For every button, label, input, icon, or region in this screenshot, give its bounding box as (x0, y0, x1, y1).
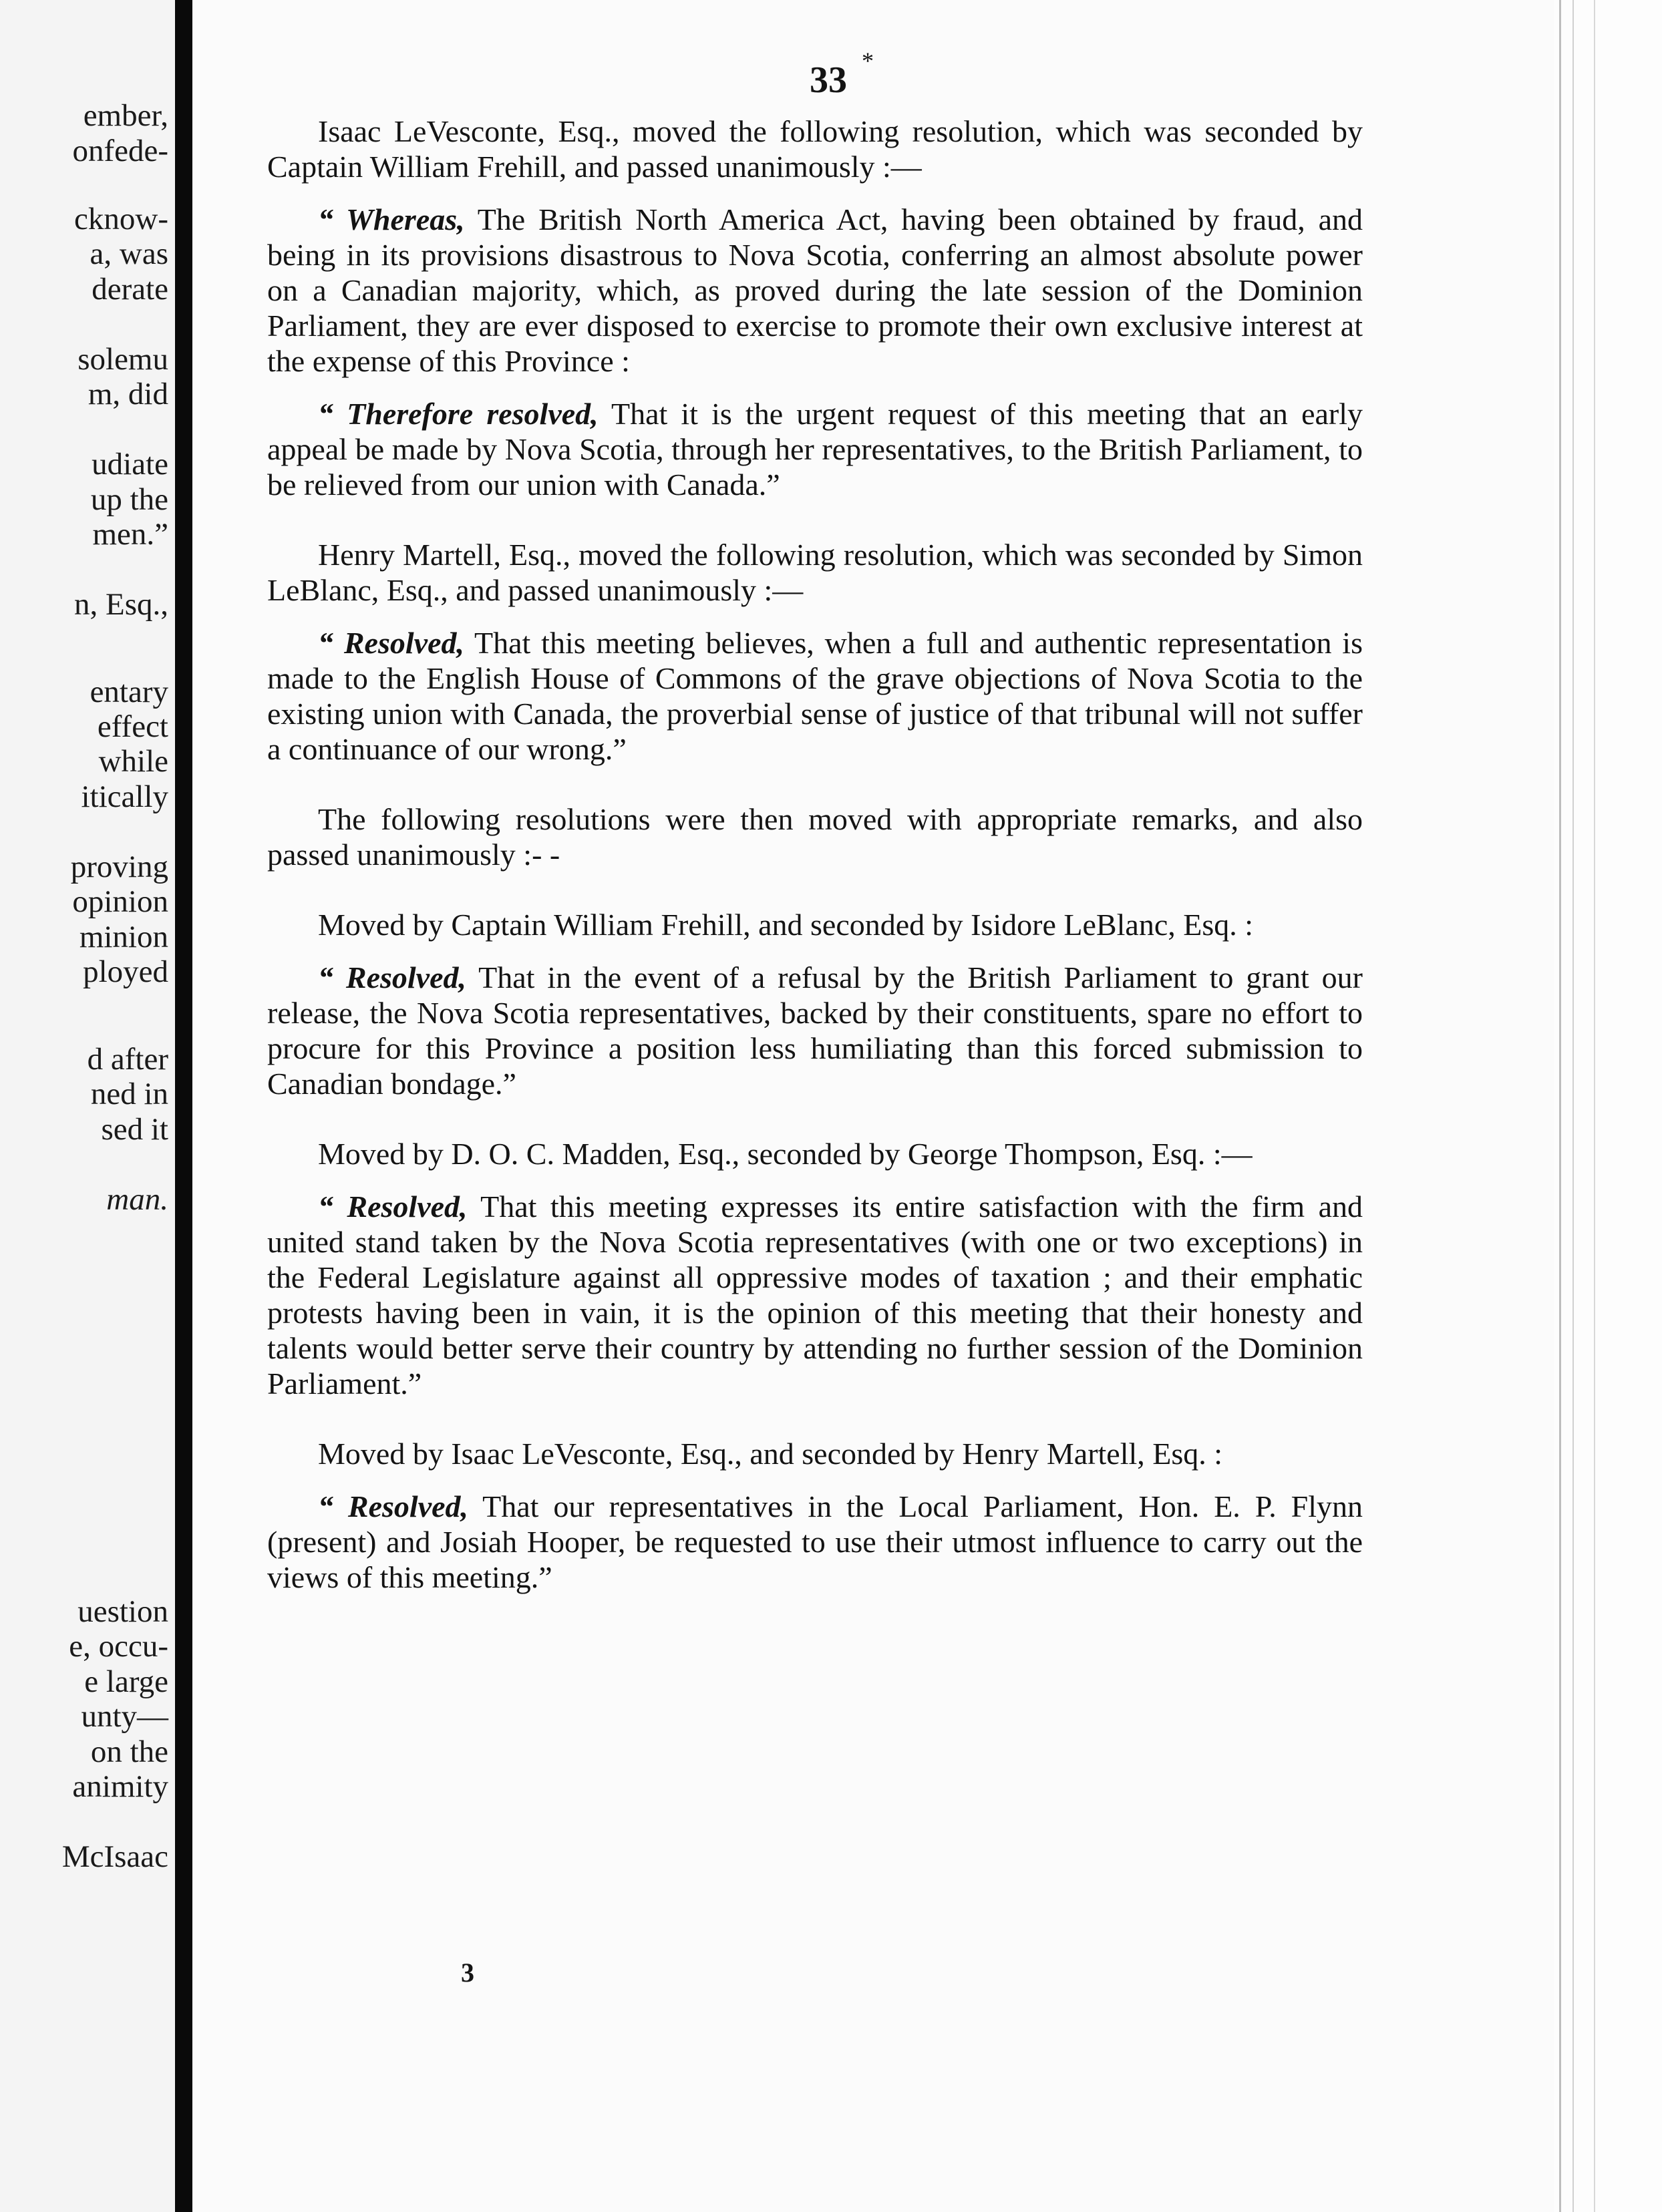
resolution-paragraph (267, 202, 1363, 379)
left-page-line: while (98, 744, 168, 779)
left-page-line: entary (90, 675, 168, 709)
paragraph-text: Moved by Captain William Frehill, and seconded by Isidore LeBlanc, Esq. : (318, 908, 1254, 942)
left-page-line: a, was (90, 236, 168, 271)
left-page-line: animity (72, 1769, 168, 1804)
left-page-line: effect (97, 709, 168, 744)
resolution-lead: “ Therefore resolved, (318, 397, 599, 431)
left-page-line: ember, (83, 98, 168, 133)
left-page-line: e, occu- (69, 1629, 168, 1664)
left-page-line: proving (70, 850, 168, 884)
resolution-lead: “ Resolved, (318, 626, 464, 660)
resolution-paragraph (267, 625, 1363, 767)
resolution-lead: “ Resolved, (318, 1189, 468, 1224)
left-page-line: on the (90, 1734, 168, 1769)
left-page-line: cknow- (74, 202, 168, 236)
paragraph-text: That in the event of a refusal by the British Parliament to grant our release, the Nova Scotia representatives, backed by their constituents, spare no effort to procure for this Province a position less humiliating than this forced submission to Canadian bondage.” (267, 960, 1363, 1101)
resolution-paragraph (267, 960, 1363, 1101)
paragraph (267, 1136, 1363, 1171)
paragraph-text: That this meeting expresses its entire satisfaction with the firm and united stand taken by the Nova Scotia representatives (with one or two exceptions) in the Federal Legislature against all oppressive modes of taxation ; and their emphatic protests having been in vain, it is the opinion of this meeting that their honesty and talents would better serve their country by attending no further session of the Dominion Parliament.” (267, 1189, 1363, 1401)
left-page-line: itically (81, 779, 168, 814)
right-page-edge (1554, 0, 1662, 2212)
left-page-line: derate (92, 272, 168, 307)
left-page-line: d after (87, 1042, 168, 1077)
resolution-lead: “ Resolved, (318, 960, 467, 994)
resolution-paragraph (267, 1189, 1363, 1401)
paragraph-text: The British North America Act, having been obtained by fraud, and being in its provisions disastrous to Nova Scotia, conferring an almost absolute power on a Canadian majority, which, as proved during the late session of the Dominion Parliament, they are ever disposed to exercise to promote their own exclusive interest at the expense of this Province : (267, 202, 1363, 378)
left-page-line: men.” (92, 517, 168, 552)
left-page-line: ned in (90, 1077, 168, 1111)
paragraph-text: Moved by Isaac LeVesconte, Esq., and seconded by Henry Martell, Esq. : (318, 1437, 1223, 1471)
left-page-line: onfede- (72, 134, 168, 168)
left-page-line: McIsaac (61, 1839, 168, 1874)
left-page-line: ployed (83, 954, 168, 989)
paragraph-text: The following resolutions were then moved with appropriate remarks, and also passed unanimously :- - (267, 802, 1363, 872)
left-page-line: sed it (101, 1112, 168, 1147)
left-page-line: up the (90, 482, 168, 517)
paragraph (267, 1436, 1363, 1471)
resolution-lead: “ Whereas, (318, 202, 465, 236)
paragraph-text: Henry Martell, Esq., moved the following resolution, which was seconded by Simon LeBlanc, Esq., and passed unanimously :— (267, 538, 1363, 607)
left-page-line: solemu (77, 342, 168, 377)
page-gutter (175, 0, 192, 2212)
left-page-line: uestion (77, 1594, 168, 1629)
paragraph (267, 537, 1363, 608)
page-number-mark: * (862, 47, 874, 74)
left-page-line: n, Esq., (74, 587, 168, 622)
left-facing-page (0, 0, 175, 2212)
resolution-paragraph (267, 1489, 1363, 1595)
paragraph-text: That it is the urgent request of this meeting that an early appeal be made by Nova Scotia, through her representatives, to the British Parliament, to be relieved from our union with Canada.” (267, 397, 1363, 502)
left-page-line: opinion (72, 884, 168, 919)
paragraph (267, 114, 1363, 184)
paragraph-text: Isaac LeVesconte, Esq., moved the following resolution, which was seconded by Captain William Frehill, and passed unanimously :— (267, 114, 1363, 184)
text-block (267, 114, 1363, 1595)
signature-mark: 3 (461, 1958, 474, 1988)
left-page-line: e large (84, 1664, 168, 1699)
left-page-line: man. (106, 1182, 168, 1217)
paragraph (267, 907, 1363, 942)
left-page-line: unty— (81, 1699, 168, 1734)
paragraph (267, 801, 1363, 872)
paragraph-text: That this meeting believes, when a full and authentic representation is made to the English House of Commons of the grave objections of Nova Scotia to the existing union with Canada, the proverbial sense of justice of that tribunal will not suffer a continuance of our wrong.” (267, 626, 1363, 766)
paragraph-text: Moved by D. O. C. Madden, Esq., seconded by George Thompson, Esq. :— (318, 1137, 1253, 1171)
left-page-line: udiate (92, 447, 168, 482)
resolution-lead: “ Resolved, (318, 1489, 469, 1523)
resolution-paragraph (267, 396, 1363, 502)
paragraph-text: That our representatives in the Local Parliament, Hon. E. P. Flynn (present) and Josiah Hooper, be requested to use their utmost influence to carry out the views of this meeting.” (267, 1489, 1363, 1594)
left-page-line: minion (79, 920, 168, 954)
page-number: 33 (810, 59, 847, 101)
left-page-line: m, did (88, 377, 168, 411)
